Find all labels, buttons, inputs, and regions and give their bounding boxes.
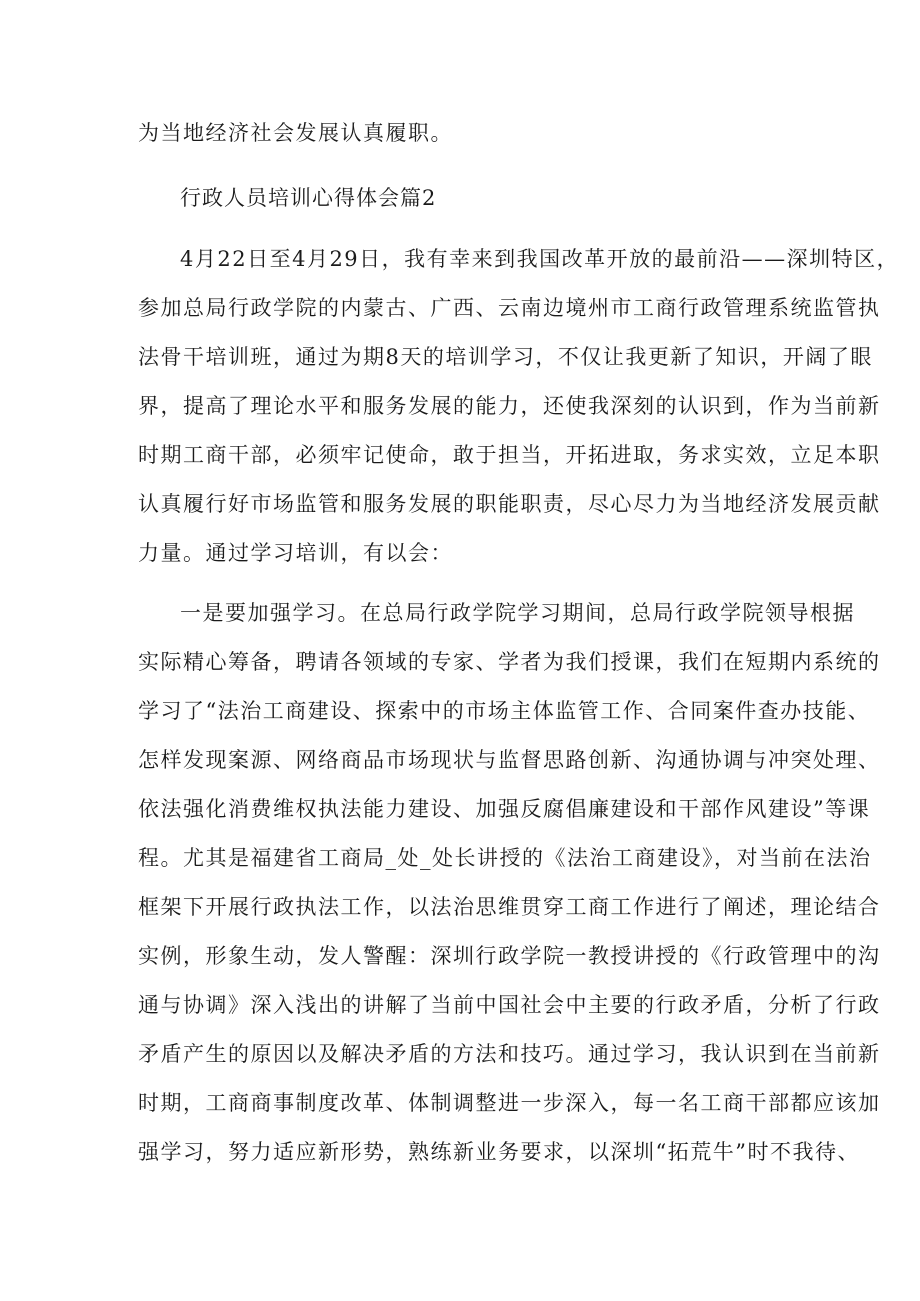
paragraph-line: 强学习，努力适应新形势，熟练新业务要求，以深圳“拓荒牛”时不我待、 (138, 1140, 860, 1164)
paragraph-line: 通与协调》深入浅出的讲解了当前中国社会中主要的行政矛盾，分析了行政 (138, 993, 881, 1017)
paragraph-line: 界，提高了理论水平和服务发展的能力，还使我深刻的认识到，作为当前新 (138, 394, 881, 418)
paragraph-line: 怎样发现案源、网络商品市场现状与监督思路创新、沟通协调与冲突处理、 (138, 748, 881, 772)
paragraph-line: 时期工商干部，必须牢记使命，敢于担当，开拓进取，务求实效，立足本职 (138, 443, 881, 467)
paragraph-line: 程。尤其是福建省工商局_处_处长讲授的《法治工商建设》，对当前在法治 (138, 846, 872, 870)
paragraph-line: 框架下开展行政执法工作，以法治思维贯穿工商工作进行了阐述，理论结合 (138, 895, 881, 919)
paragraph-line: 法骨干培训班，通过为期8天的培训学习，不仅让我更新了知识，开阔了眼 (138, 345, 873, 369)
section-heading: 行政人员培训心得体会篇2 (180, 186, 437, 210)
paragraph-line: 实际精心筹备，聘请各领域的专家、学者为我们授课，我们在短期内系统的 (138, 650, 881, 674)
paragraph-line: 4月22日至4月29日，我有幸来到我国改革开放的最前沿——深圳特区， (180, 247, 900, 271)
paragraph-line: 参加总局行政学院的内蒙古、广西、云南边境州市工商行政管理系统监管执 (138, 296, 881, 320)
paragraph-line: 矛盾产生的原因以及解决矛盾的方法和技巧。通过学习，我认识到在当前新 (138, 1042, 881, 1066)
paragraph-line: 实例，形象生动，发人警醒：深圳行政学院一教授讲授的《行政管理中的沟 (138, 944, 881, 968)
paragraph-line: 时期，工商商事制度改革、体制调整进一步深入，每一名工商干部都应该加 (138, 1091, 881, 1115)
paragraph-line: 依法强化消费维权执法能力建设、加强反腐倡廉建设和干部作风建设”等课 (138, 797, 871, 821)
paragraph-line: 力量。通过学习培训，有以会： (138, 541, 453, 565)
paragraph-line: 认真履行好市场监管和服务发展的职能职责，尽心尽力为当地经济发展贡献 (138, 492, 881, 516)
paragraph-line: 学习了“法治工商建设、探索中的市场主体监管工作、合同案件查办技能、 (138, 699, 871, 723)
paragraph-line: 一是要加强学习。在总局行政学院学习期间，总局行政学院领导根据 (180, 601, 855, 625)
text-line-closing: 为当地经济社会发展认真履职。 (138, 121, 453, 145)
